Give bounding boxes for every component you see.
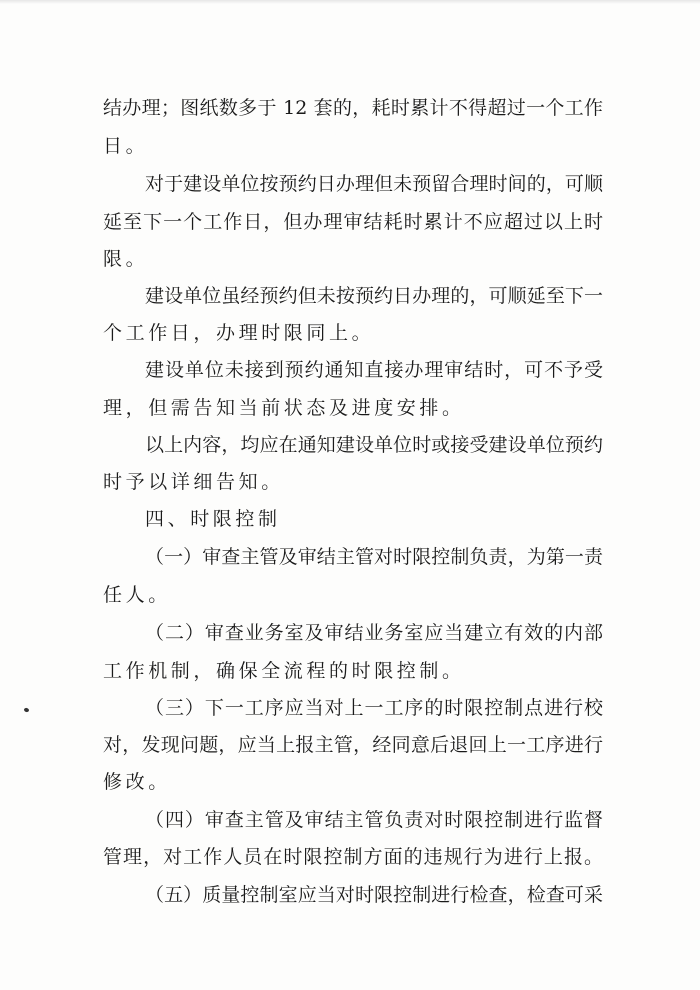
paragraph-first-line: （一）审查主管及审结主管对时限控制负责，为第一责 xyxy=(145,546,603,568)
body-line: 任人。 xyxy=(103,584,171,606)
body-line: 理，但需告知当前状态及进度安排。 xyxy=(103,397,465,419)
body-line: 结办理；图纸数多于 12 套的，耗时累计不得超过一个工作 xyxy=(103,97,603,119)
section-heading: 四、时限控制 xyxy=(145,508,281,530)
paragraph-first-line: （四）审查主管及审结主管负责对时限控制进行监督 xyxy=(145,809,603,831)
body-line: 工作机制，确保全流程的时限控制。 xyxy=(103,660,465,682)
paragraph-first-line: 建设单位虽经预约但未按预约日办理的，可顺延至下一 xyxy=(145,285,603,307)
scan-speck xyxy=(23,707,29,712)
body-line: 延至下一个工作日，但办理审结耗时累计不应超过以上时 xyxy=(103,211,603,233)
paragraph-first-line: （二）审查业务室及审结业务室应当建立有效的内部 xyxy=(145,622,603,644)
body-line: 对，发现问题，应当上报主管，经同意后退回上一工序进行 xyxy=(103,734,603,756)
paragraph-first-line: 建设单位未接到预约通知直接办理审结时，可不予受 xyxy=(145,359,603,381)
body-line: 时予以详细告知。 xyxy=(103,471,284,493)
body-line: 日。 xyxy=(103,135,149,157)
body-line: 管理，对工作人员在时限控制方面的违规行为进行上报。 xyxy=(103,846,603,868)
body-line: 修改。 xyxy=(103,771,171,793)
body-line: 限。 xyxy=(103,248,149,270)
paragraph-first-line: 对于建设单位按预约日办理但未预留合理时间的，可顺 xyxy=(145,173,603,195)
scan-edge xyxy=(0,0,700,4)
paragraph-first-line: 以上内容，均应在通知建设单位时或接受建设单位预约 xyxy=(145,434,603,456)
paragraph-first-line: （三）下一工序应当对上一工序的时限控制点进行校 xyxy=(145,697,603,719)
body-line: 个工作日，办理时限同上。 xyxy=(103,322,375,344)
paragraph-first-line: （五）质量控制室应当对时限控制进行检查，检查可采 xyxy=(145,884,603,906)
